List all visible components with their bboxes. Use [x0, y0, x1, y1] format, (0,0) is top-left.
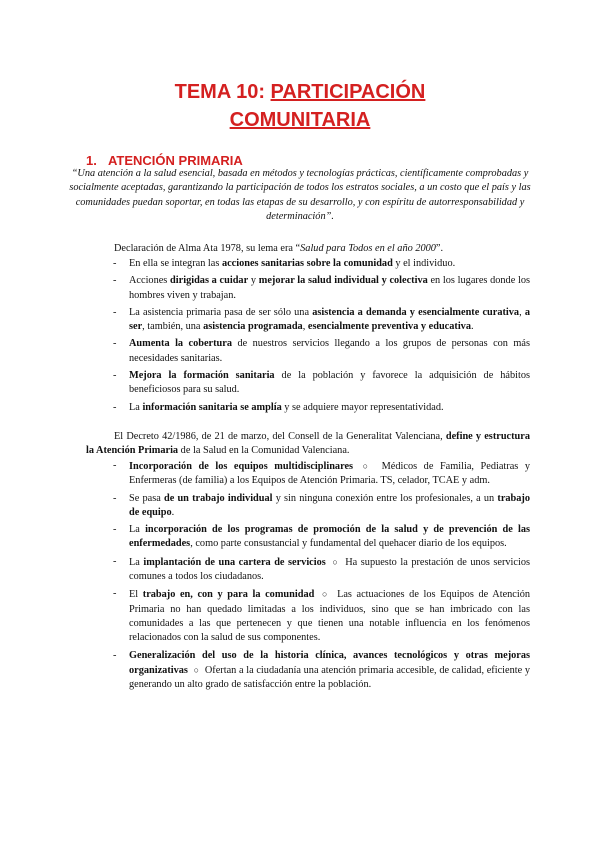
- list-item: - La información sanitaria se amplía y se adquiere mayor representatividad.: [113, 401, 444, 413]
- page-title-line1: TEMA 10: PARTICIPACIÓN: [174, 81, 426, 103]
- list-item: - La implantación de una cartera de servicios ○ Ha supuesto la prestación de unos servicios comunes a todos los ciudadanos.: [113, 555, 530, 583]
- circle-bullet-icon: ○: [193, 664, 200, 675]
- list-item: - Mejora la formación sanitaria de la población y favorece la adquisición de hábitos beneficiosos para su salud.: [113, 370, 530, 396]
- circle-bullet-icon: ○: [332, 556, 339, 567]
- decree-list: [113, 459, 531, 695]
- circle-bullet-icon: ○: [362, 461, 373, 471]
- list-item: - Incorporación de los equipos multidisciplinares ○ Médicos de Familia, Pediatras y Enfermeras (de familia) a los Equipos de Atención Primaria. TS, celador, TCAE y adm.: [113, 460, 531, 487]
- list-item: - Aumenta la cobertura de nuestros servicios llegando a los grupos de personas con más necesidades sanitarias.: [113, 338, 531, 364]
- list-item: - En ella se integran las acciones sanitarias sobre la comunidad y el individuo.: [113, 258, 456, 269]
- title-underlined: PARTICIPACIÓN: [270, 81, 426, 103]
- definition-quote: “Una atención a la salud esencial, basada en métodos y tecnologías prácticas, científicamente comprobadas y socialmente aceptadas, garantizando la participación de todos los estratos sociales, a un costo que el país y las comunidades puedan soportar, en todas las etapas de su desarrollo, y con espíritu de autorresponsabilidad y determinación”.: [69, 168, 531, 222]
- list-item: - La asistencia primaria pasa de ser sólo una asistencia a demanda y esencialmente curativa, a ser, también, una asistencia programada, esencialmente preventiva y educativa.: [113, 306, 530, 333]
- circle-bullet-icon: ○: [321, 589, 330, 600]
- list-item: - Acciones dirigidas a cuidar y mejorar la salud individual y colectiva en los lugares donde los hombres viven y trabajan.: [113, 275, 531, 301]
- alma-ata-list: [113, 257, 531, 418]
- list-item: - Se pasa de un trabajo individual y sin ninguna conexión entre los profesionales, a un trabajo de equipo.: [113, 492, 530, 518]
- decree-paragraph: El Decreto 42/1986, de 21 de marzo, del Consell de la Generalitat Valenciana, define y estructura la Atención Primaria de la Salud en la Comunidad Valenciana.: [86, 431, 530, 457]
- list-item: - El trabajo en, con y para la comunidad ○ Las actuaciones de los Equipos de Atención Primaria no han quedado limitadas a los individuos, sino que se han imbricado con las comunidades a las que pertenecen y que tienen una notable influencia en los fenómenos relacionados con la salud de sus componentes.: [113, 588, 531, 644]
- list-item: - Generalización del uso de la historia clínica, avances tecnológicos y otras mejoras organizativas ○ Ofertan a la ciudadanía una atención primaria accesible, de calidad, eficiente y generando un alto grado de satisfacción entre la población.: [113, 649, 530, 691]
- declaration-paragraph: Declaración de Alma Ata 1978, su lema era “Salud para Todos en el año 2000”.: [114, 243, 444, 254]
- page-title-line2: COMUNITARIA: [229, 109, 371, 131]
- section-heading: 1. ATENCIÓN PRIMARIA: [86, 153, 243, 168]
- list-item: - La incorporación de los programas de promoción de la salud y de prevención de las enfermedades, como parte consustancial y fundamental del quehacer diario de los equipos.: [113, 524, 531, 550]
